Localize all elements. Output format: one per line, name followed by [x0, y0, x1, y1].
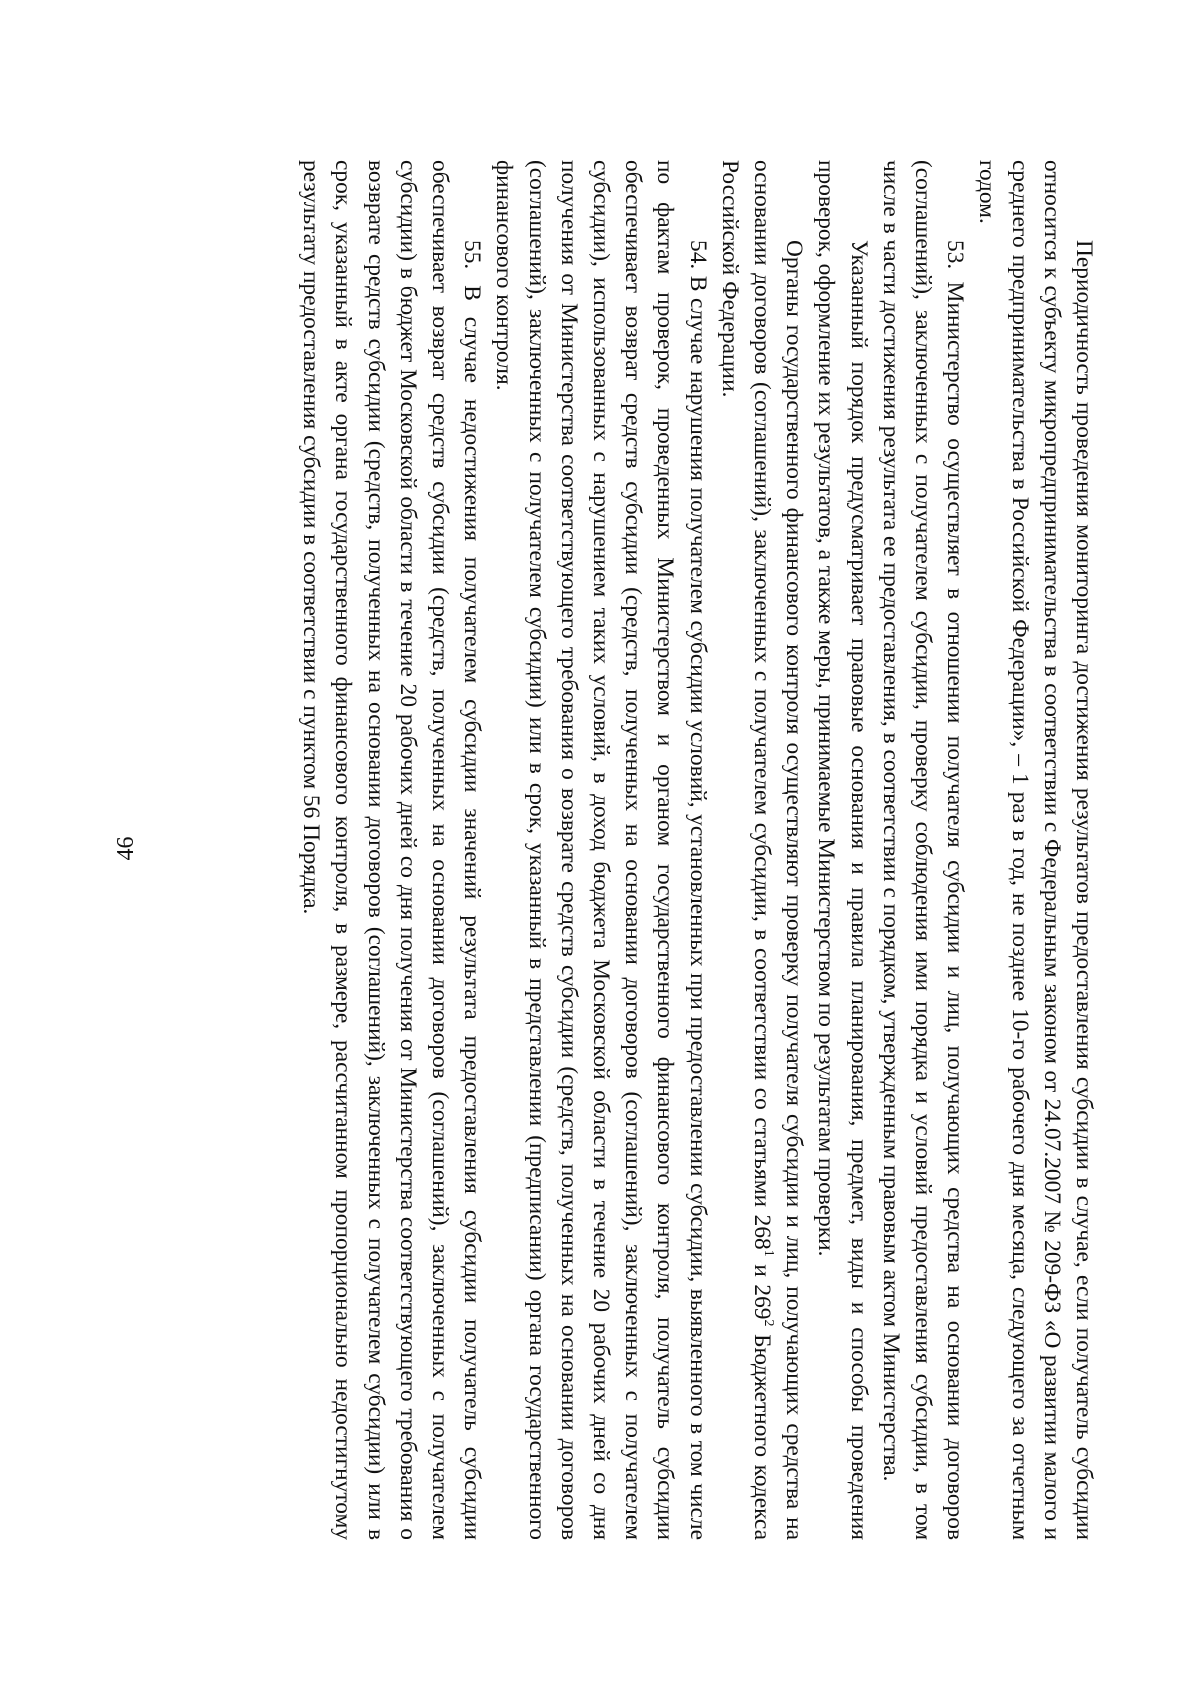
- paragraph-control-text-a: Органы государственного финансового контроля осуществляют проверку получателя субсидии и лиц, получающих средства на основании договоров (соглашений), заключенных с получателем субсидии, в соответствии со статьями 268: [748, 160, 808, 1540]
- page-number: 46: [113, 836, 139, 861]
- body-text: [295, 160, 1100, 1540]
- page-number-wrap: [100, 0, 140, 1697]
- paragraph-54: 54. В случае нарушения получателем субсидии условий, установленных при предоставлении субсидии, выявленного в том числе по фактам проверок, проведенных Министерством и органом государственного финансового контроля, получатель субсидии обеспечивает возврат средств субсидии (средств, полученных на основании договоров (соглашений), заключенных с получателем субсидии), использованных с нарушением таких условий, в доход бюджета Московской области в течение 20 рабочих дней со дня получения от Министерства соответствующего требования о возврате средств субсидии (средств, полученных на основании договоров (соглашений), заключенных с получателем субсидии) или в срок, указанный в представлении (предписании) органа государственного финансового контроля.: [491, 160, 711, 1540]
- paragraph-control-bodies: [714, 160, 811, 1540]
- paragraph-control-text-c: Бюджетного кодекса Российской Федерации.: [716, 160, 775, 1540]
- paragraph-control-text-b: и 269: [748, 1256, 775, 1320]
- paragraph-53: 53. Министерство осуществляет в отношении получателя субсидии и лиц, получающих средства на основании договоров (соглашений), заключенных с получателем субсидии, проверку соблюдения ими порядка и условий предоставления субсидии, в том числе в части достижения результата ее предоставления, в соответствии с порядком, утвержденным правовым актом Министерства.: [877, 160, 969, 1540]
- paragraph-55: 55. В случае недостижения получателем субсидии значений результата предоставления субсидии получатель субсидии обеспечивает возврат средств субсидии (средств, полученных на основании договоров (соглашений), заключенных с получателем субсидии) в бюджет Московской области в течение 20 рабочих дней со дня получения от Министерства соответствующего требования о возврате средств субсидии (средств, полученных на основании договоров (соглашений), заключенных с получателем субсидии) или в срок, указанный в акте органа государственного финансового контроля, в размере, рассчитанном пропорционально недостигнутому результату предоставления субсидии в соответствии с пунктом 56 Порядка.: [298, 160, 486, 1540]
- superscript-2: 2: [760, 1319, 776, 1327]
- superscript-1: 1: [760, 1249, 776, 1257]
- paragraph-procedure: Указанный порядок предусматривает правовые основания и правила планирования, предмет, виды и способы проведения проверок, оформление их результатов, а также меры, принимаемые Министерством по результатам проверки.: [813, 160, 872, 1540]
- paragraph-periodicity: Периодичность проведения мониторинга достижения результатов предоставления субсидии в случае, если получатель субсидии относится к субъекту микропредпринимательства в соответствии с Федеральным законом от 24.07.2007 № 209-ФЗ «О развитии малого и среднего предпринимательства в Российской Федерации», – 1 раз в год, не позднее 10-го рабочего дня месяца, следующего за отчетным годом.: [974, 160, 1097, 1540]
